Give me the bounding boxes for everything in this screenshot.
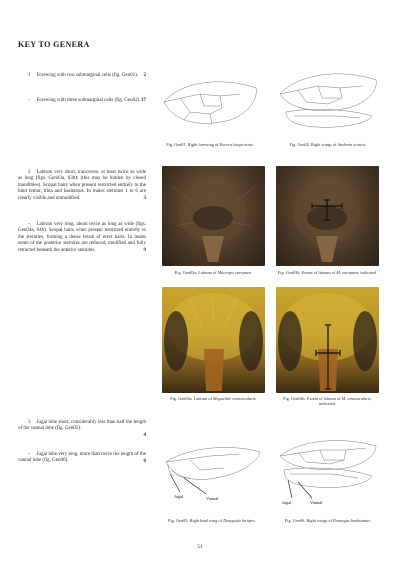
vannal-label: Vannal	[310, 500, 323, 505]
forewing-drawing	[160, 72, 260, 134]
couplet-2	[18, 170, 146, 202]
couplet-text: Forewing with three submarginal cells (fig. Gen02).	[36, 98, 141, 103]
figure-gen05	[160, 440, 264, 523]
hindwing-drawing	[160, 440, 264, 510]
figure-gen04a-photo	[162, 287, 265, 393]
page-number: 51	[197, 544, 203, 550]
bee-face-photo	[162, 166, 265, 266]
couplet-text: Jugal lobe very long, more than twice the length of the vannal lobe (fig. Gen06).	[18, 452, 146, 464]
bee-face-annotated-photo	[276, 166, 379, 266]
figure-caption: Fig. Gen02. Right wings of Andrena scotica.	[289, 142, 367, 147]
figure-caption: Fig. Gen06. Right wings of Panurgus banksianus.	[284, 518, 372, 523]
couplet-2-alt	[18, 222, 146, 254]
couplet-3-alt	[18, 452, 146, 465]
couplet-lead: 6	[143, 458, 146, 464]
couplet-number: –	[28, 98, 31, 103]
wings-with-lobes-drawing	[276, 436, 380, 510]
couplet-number: –	[28, 222, 31, 227]
couplet-text: Jugal lobe short, considerably less than half the length of the vannal lobe (fig. Gen05).	[18, 420, 146, 432]
couplet-lead: 2	[143, 73, 146, 79]
figure-caption: Fig. Gen05. Right hind wing of Dasypoda hirtipes.	[168, 518, 256, 523]
figure-gen04b-photo	[276, 287, 379, 393]
figure-gen04a-caption: Fig. Gen04a. Labrum of Megachile centuncularis.	[170, 396, 257, 401]
couplet-1-alt	[18, 98, 146, 104]
figure-gen06	[276, 436, 380, 523]
couplet-lead: 17	[141, 98, 146, 104]
couplet-1	[18, 73, 146, 79]
figure-gen03a-caption: Fig. Gen03a. Labrum of Macropis europaea.	[174, 270, 253, 275]
couplet-text: Labrum very short, transverse, at least twice as wide as long (figs. Gen03a, 03b); (this may be hidden by closed mandibles). Scopal hairs when present restricted entirely to the hind femur, tibia and basitarsus. In males sternites 1 to 6 are clearly visible and unmodified.	[18, 170, 146, 201]
figure-gen03b-photo	[276, 166, 379, 266]
vannal-label: Vannal	[206, 496, 219, 501]
figure-gen03b-caption: Fig. Gen03b. Extent of labrum of M. europaea, indicated.	[277, 270, 378, 275]
figure-gen03a-photo	[162, 166, 265, 266]
couplet-text: Labrum very long, about twice as long as wide (figs. Gen04a, 04b). Scopal hairs when present restricted entirely to the sternites, forming a dense brush of erect hairs. In males some of the posterior sternites are reduced, modified and fully retracted beneath the anterior sternites.	[18, 222, 146, 253]
megachile-face-photo	[162, 287, 265, 393]
couplet-lead: 9	[143, 248, 146, 254]
couplet-number: 2	[28, 170, 31, 175]
figure-gen01	[160, 72, 260, 147]
couplet-lead: 3	[143, 196, 146, 202]
wings-drawing	[276, 68, 380, 134]
couplet-lead: 4	[143, 432, 146, 438]
couplet-text: Forewing with two submarginal cells (fig. Gen01).	[36, 73, 139, 78]
megachile-face-annotated-photo	[276, 287, 379, 393]
jugal-label: Jugal	[174, 494, 184, 499]
couplet-number: 3	[28, 420, 31, 425]
couplet-number: –	[28, 452, 31, 457]
figure-gen02	[276, 68, 380, 147]
figure-caption: Fig. Gen01. Right forewing of Eucera longicornis.	[166, 142, 254, 147]
page-heading: KEY TO GENERA	[18, 40, 90, 49]
jugal-label: Jugal	[282, 500, 292, 505]
couplet-3	[18, 420, 146, 438]
figure-gen04b-caption: Fig. Gen04b. Extent of labrum of M. centuncularis, indicated.	[283, 396, 372, 407]
couplet-number: 1	[28, 73, 31, 78]
